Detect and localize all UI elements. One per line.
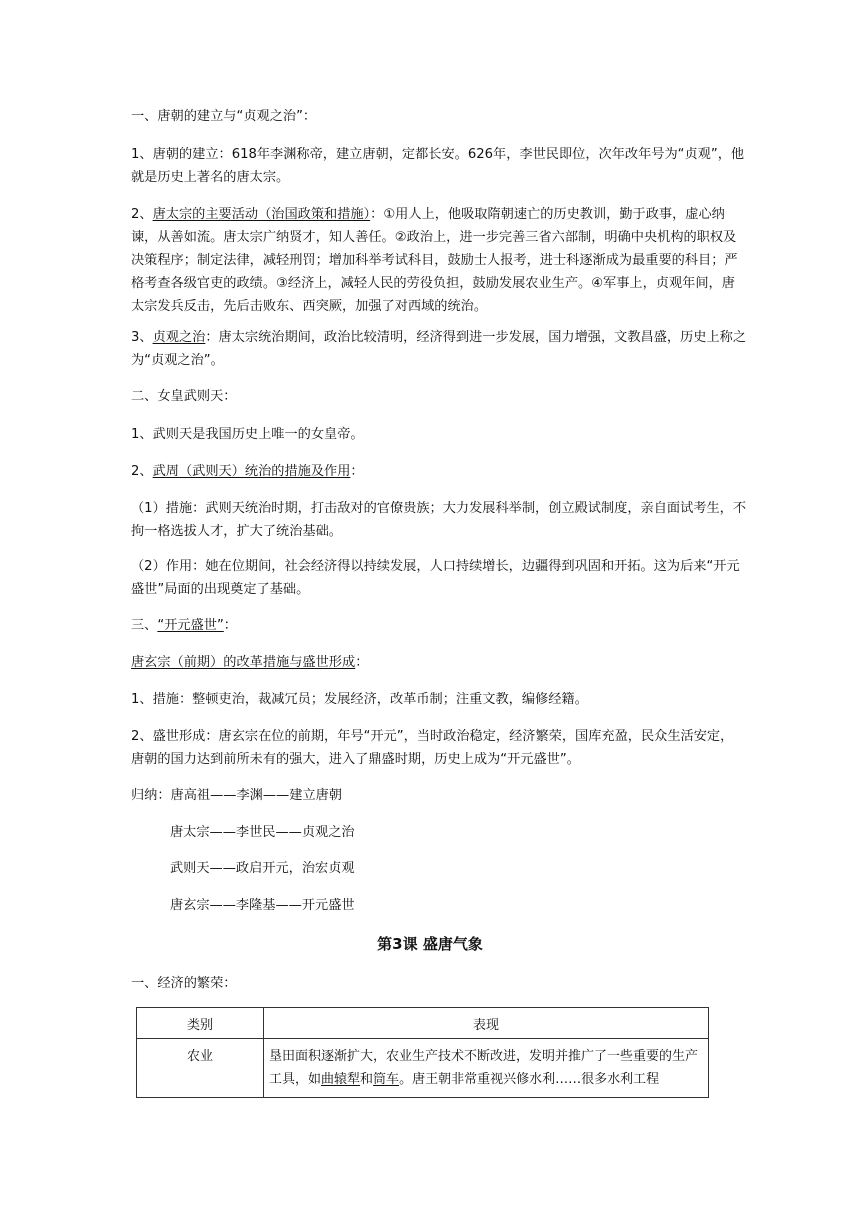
section-2-heading: 二、女皇武则天：	[131, 389, 237, 404]
summary-line-1: 归纳：唐高祖——李渊——建立唐朝	[131, 788, 342, 803]
lesson-3-section-1-heading: 一、经济的繁荣：	[131, 976, 237, 991]
underlined-term: 唐玄宗（前期）的改革措施与盛世形成	[131, 655, 356, 670]
cell-text: 。唐王朝非常重视兴修水利……很多水利工程	[399, 1072, 660, 1087]
summary-line-3: 武则天——政启开元，治宏贞观	[170, 861, 355, 876]
paragraph-kaiyuan-prosperity: 2、盛世形成：唐玄宗在位的前期，年号“开元”，当时政治稳定，经济繁荣，国库充盈，民众生活安定，唐朝的国力达到前所未有的强大，进入了鼎盛时期，历史上成为“开元盛世”。	[131, 729, 734, 767]
underlined-term: 筒车	[373, 1072, 400, 1087]
paragraph-text: ：	[350, 464, 364, 479]
paragraph-tang-founding: 1、唐朝的建立：618年李渊称帝，建立唐朝，定都长安。626年，李世民即位，次年改年号为“贞观”，他就是历史上著名的唐太宗。	[131, 147, 745, 185]
paragraph-wuzhou-measures: （1）措施：武则天统治时期，打击敌对的官僚贵族；大力发展科举制，创立殿试制度，亲自面试考生，不拘一格选拔人才，扩大了统治基础。	[131, 501, 747, 539]
table-row	[137, 1039, 709, 1098]
underlined-term: 贞观之治	[152, 330, 206, 345]
paragraph-text: ：唐太宗统治期间，政治比较清明，经济得到进一步发展，国力增强，文教昌盛，历史上称之为“贞观之治”。	[131, 330, 747, 368]
paragraph-wu-zetian: 1、武则天是我国历史上唯一的女皇帝。	[131, 427, 364, 442]
paragraph-xuanzong-measures: 1、措施：整顿吏治，裁减冗员；发展经济，改革币制；注重文教，编修经籍。	[131, 692, 588, 707]
lesson-3-title: 第3课 盛唐气象	[377, 935, 483, 953]
list-number: 2、	[131, 464, 153, 479]
list-number: 3、	[131, 330, 153, 345]
table-header-row	[137, 1008, 709, 1039]
summary-line-2: 唐太宗——李世民——贞观之治	[170, 825, 355, 840]
paragraph-taizong-policies	[131, 203, 746, 318]
cell-text: 和	[360, 1072, 374, 1087]
underlined-term: 曲辕犁	[321, 1072, 361, 1087]
cell-description	[264, 1039, 709, 1098]
paragraph-zhenguan-rule	[131, 326, 746, 372]
economy-table	[136, 1007, 709, 1098]
underlined-term: 武周（武则天）统治的措施及作用	[152, 464, 351, 479]
section-3-heading	[131, 614, 746, 637]
header-manifestation: 表现	[264, 1008, 709, 1039]
paragraph-wuzhou-effects: （2）作用：她在位期间，社会经济得以持续发展，人口持续增长，边疆得到巩固和开拓。这为后来“开元盛世”局面的出现奠定了基础。	[131, 559, 740, 597]
summary-line-4: 唐玄宗——李隆基——开元盛世	[170, 898, 355, 913]
cell-text: 垦田面积逐渐扩大，农业生产技术不断改进，发明并推广了一些重要的生产工具，如	[269, 1049, 699, 1087]
section-number: 三、	[131, 618, 158, 633]
heading-text: ：	[223, 618, 237, 633]
list-number: 2、	[131, 207, 153, 222]
section-1-heading: 一、唐朝的建立与“贞观之治”：	[131, 109, 317, 124]
underlined-term: 唐太宗的主要活动（治国政策和措施）	[152, 207, 371, 222]
cell-category: 农业	[137, 1039, 264, 1098]
paragraph-text: ：①用人上，他吸取隋朝速亡的历史教训，勤于政事，虚心纳谏，从善如流。唐太宗广纳贤才，知人善任。②政治上，进一步完善三省六部制，明确中央机构的职权及决策程序；制定法律，减轻刑罚；增加科举考试科目，鼓励士人报考，进士科逐渐成为最重要的科目；严格考查各级官吏的政绩。③经济上，减轻人民的劳役负担，鼓励发展农业生产。④军事上，贞观年间，唐太宗发兵反击，先后击败东、西突厥，加强了对西域的统治。	[131, 207, 738, 314]
subheading-xuanzong-reforms	[131, 651, 746, 674]
header-category: 类别	[137, 1008, 264, 1039]
underlined-term: “开元盛世”	[157, 618, 224, 633]
heading-text: ：	[355, 655, 369, 670]
paragraph-wuzhou-measures-heading	[131, 460, 746, 483]
